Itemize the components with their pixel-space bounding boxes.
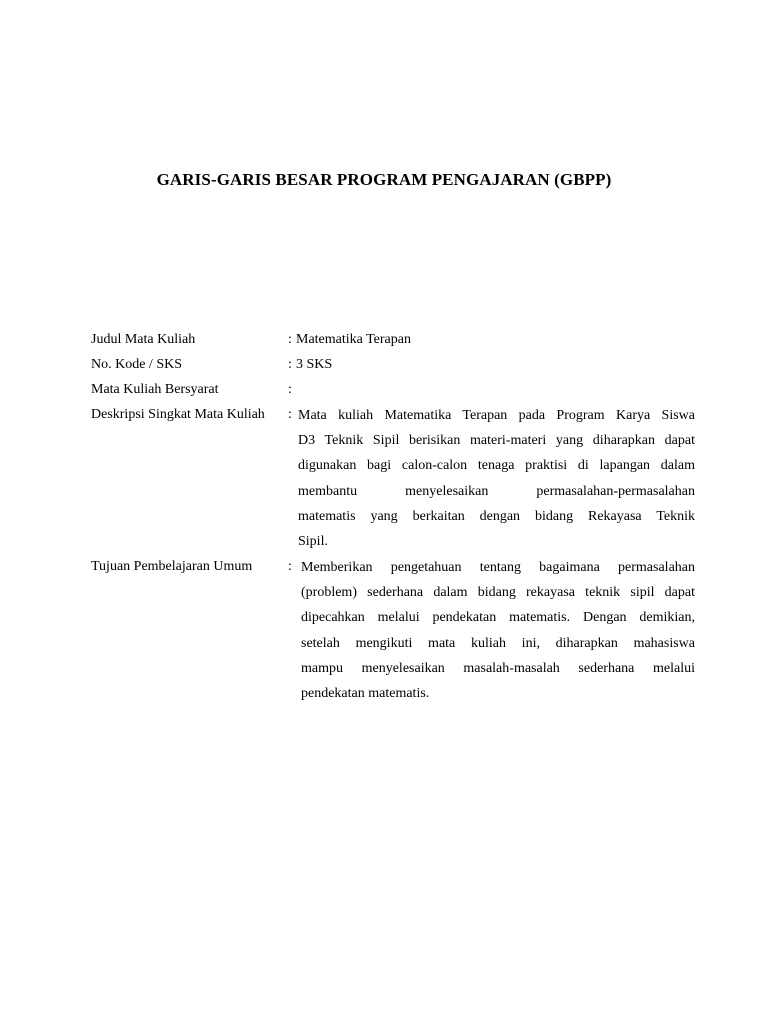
paragraph-line: Sipil. [298,533,328,549]
field-label: Deskripsi Singkat Mata Kuliah [91,407,265,422]
field-colon: : [288,332,292,347]
field-value: 3 SKS [296,357,333,372]
paragraph-line: Memberikan pengetahuan tentang bagaimana permasalahan [301,560,695,575]
objective-paragraph [301,559,695,710]
field-colon: : [288,559,292,574]
paragraph-line: (problem) sederhana dalam bidang rekayasa teknik sipil dapat [301,585,695,601]
paragraph-line: D3 Teknik Sipil berisikan materi-materi yang diharapkan dapat [298,433,695,449]
field-label: Judul Mata Kuliah [91,332,196,347]
field-label: Mata Kuliah Bersyarat [91,382,219,397]
paragraph-line: mampu menyelesaikan masalah-masalah sederhana melalui [301,660,695,676]
field-colon: : [288,357,292,372]
description-paragraph [298,407,695,558]
document-title: GARIS-GARIS BESAR PROGRAM PENGAJARAN (GBPP) [156,170,612,189]
paragraph-line: membantu menyelesaikan permasalahan-permasalahan [298,483,695,499]
field-value: Matematika Terapan [296,332,411,347]
field-label: No. Kode / SKS [91,357,183,372]
paragraph-line: pendekatan matematis. [301,685,430,701]
field-colon: : [288,382,292,397]
paragraph-line: dipecahkan melalui pendekatan matematis. Dengan demikian, [301,610,695,626]
paragraph-line: digunakan bagi calon-calon tenaga praktisi di lapangan dalam [298,458,695,474]
paragraph-line: matematis yang berkaitan dengan bidang Rekayasa Teknik [298,508,695,524]
paragraph-line: setelah mengikuti mata kuliah ini, diharapkan mahasiswa [301,635,695,651]
field-colon: : [288,407,292,422]
paragraph-line: Mata kuliah Matematika Terapan pada Program Karya Siswa [298,408,695,423]
field-label: Tujuan Pembelajaran Umum [91,559,253,574]
